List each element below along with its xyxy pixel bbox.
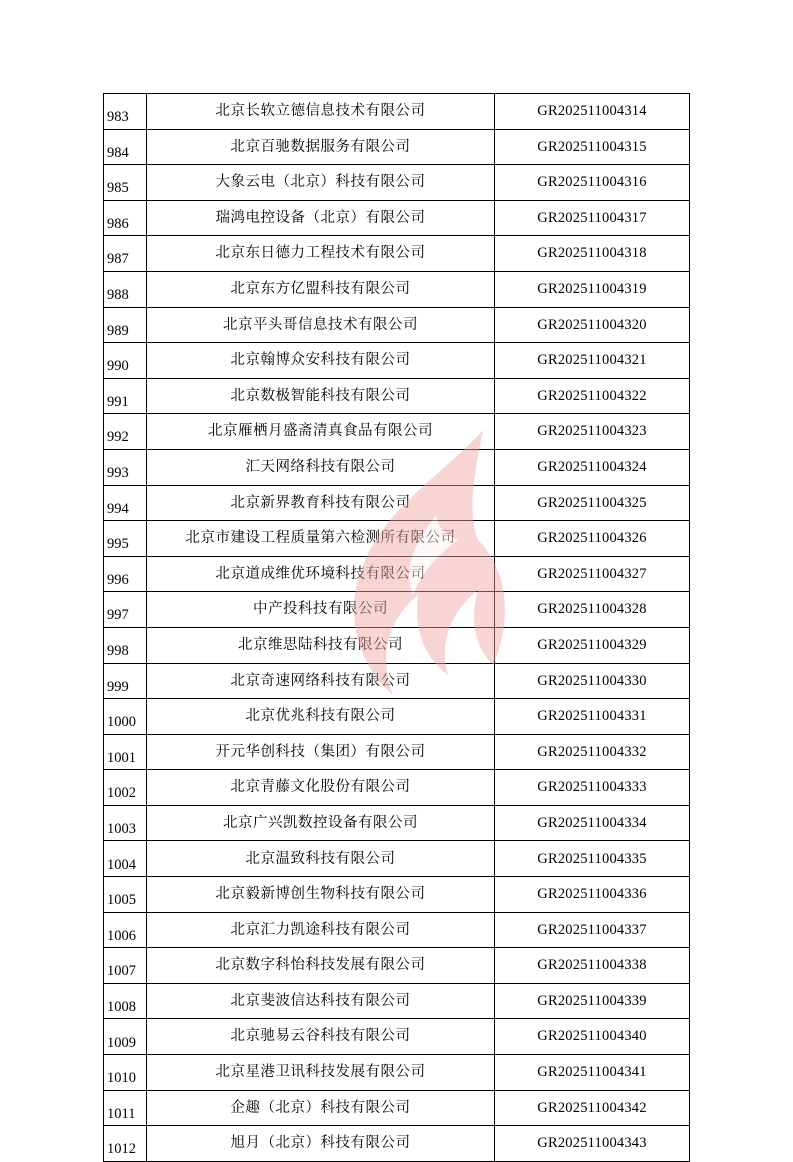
company-list-table xyxy=(103,93,690,1162)
row-number: 1002 xyxy=(104,770,147,806)
company-name: 北京翰博众安科技有限公司 xyxy=(147,343,495,379)
row-number: 992 xyxy=(104,414,147,450)
row-number: 985 xyxy=(104,165,147,201)
company-name: 北京优兆科技有限公司 xyxy=(147,699,495,735)
certificate-number: GR202511004321 xyxy=(495,343,690,379)
table-row xyxy=(104,271,690,307)
table-row xyxy=(104,307,690,343)
table-row xyxy=(104,734,690,770)
row-number: 999 xyxy=(104,663,147,699)
table-row xyxy=(104,343,690,379)
row-number: 984 xyxy=(104,129,147,165)
table-row xyxy=(104,521,690,557)
certificate-number: GR202511004331 xyxy=(495,699,690,735)
certificate-number: GR202511004335 xyxy=(495,841,690,877)
table-row xyxy=(104,449,690,485)
table-row xyxy=(104,1126,690,1162)
row-number: 988 xyxy=(104,271,147,307)
company-name: 北京广兴凯数控设备有限公司 xyxy=(147,805,495,841)
row-number: 1008 xyxy=(104,983,147,1019)
certificate-number: GR202511004325 xyxy=(495,485,690,521)
row-number: 986 xyxy=(104,200,147,236)
table-body xyxy=(104,94,690,1162)
table-row xyxy=(104,94,690,130)
company-name: 北京毅新博创生物科技有限公司 xyxy=(147,877,495,913)
row-number: 994 xyxy=(104,485,147,521)
company-name: 北京市建设工程质量第六检测所有限公司 xyxy=(147,521,495,557)
row-number: 997 xyxy=(104,592,147,628)
table-row xyxy=(104,877,690,913)
company-name: 大象云电（北京）科技有限公司 xyxy=(147,165,495,201)
table-row xyxy=(104,841,690,877)
company-name: 企趣（北京）科技有限公司 xyxy=(147,1090,495,1126)
company-name: 北京数字科怡科技发展有限公司 xyxy=(147,948,495,984)
table-row xyxy=(104,805,690,841)
row-number: 1001 xyxy=(104,734,147,770)
row-number: 1006 xyxy=(104,912,147,948)
certificate-number: GR202511004327 xyxy=(495,556,690,592)
table-row xyxy=(104,663,690,699)
company-name: 北京平头哥信息技术有限公司 xyxy=(147,307,495,343)
table-row xyxy=(104,592,690,628)
certificate-number: GR202511004342 xyxy=(495,1090,690,1126)
table-row xyxy=(104,1090,690,1126)
row-number: 1000 xyxy=(104,699,147,735)
certificate-number: GR202511004336 xyxy=(495,877,690,913)
table-row xyxy=(104,983,690,1019)
certificate-number: GR202511004319 xyxy=(495,271,690,307)
certificate-number: GR202511004343 xyxy=(495,1126,690,1162)
company-name: 北京温致科技有限公司 xyxy=(147,841,495,877)
certificate-number: GR202511004334 xyxy=(495,805,690,841)
table-row xyxy=(104,414,690,450)
company-name: 北京数极智能科技有限公司 xyxy=(147,378,495,414)
company-name: 北京东方亿盟科技有限公司 xyxy=(147,271,495,307)
row-number: 996 xyxy=(104,556,147,592)
certificate-number: GR202511004337 xyxy=(495,912,690,948)
row-number: 1010 xyxy=(104,1055,147,1091)
company-name: 北京奇速网络科技有限公司 xyxy=(147,663,495,699)
row-number: 1012 xyxy=(104,1126,147,1162)
table-row xyxy=(104,378,690,414)
table-row xyxy=(104,556,690,592)
table-row xyxy=(104,200,690,236)
certificate-number: GR202511004339 xyxy=(495,983,690,1019)
company-name: 北京东日德力工程技术有限公司 xyxy=(147,236,495,272)
certificate-number: GR202511004330 xyxy=(495,663,690,699)
certificate-number: GR202511004341 xyxy=(495,1055,690,1091)
table-row xyxy=(104,627,690,663)
company-name: 北京道成维优环境科技有限公司 xyxy=(147,556,495,592)
company-name: 北京百驰数据服务有限公司 xyxy=(147,129,495,165)
table-row xyxy=(104,236,690,272)
table-row xyxy=(104,699,690,735)
row-number: 983 xyxy=(104,94,147,130)
company-name: 北京星港卫讯科技发展有限公司 xyxy=(147,1055,495,1091)
certificate-number: GR202511004324 xyxy=(495,449,690,485)
row-number: 991 xyxy=(104,378,147,414)
row-number: 1004 xyxy=(104,841,147,877)
certificate-number: GR202511004320 xyxy=(495,307,690,343)
row-number: 990 xyxy=(104,343,147,379)
certificate-number: GR202511004328 xyxy=(495,592,690,628)
table-row xyxy=(104,165,690,201)
company-name: 北京驰易云谷科技有限公司 xyxy=(147,1019,495,1055)
certificate-number: GR202511004340 xyxy=(495,1019,690,1055)
company-name: 北京斐波信达科技有限公司 xyxy=(147,983,495,1019)
table-row xyxy=(104,1055,690,1091)
table-row xyxy=(104,129,690,165)
company-name: 中产投科技有限公司 xyxy=(147,592,495,628)
row-number: 1011 xyxy=(104,1090,147,1126)
certificate-number: GR202511004326 xyxy=(495,521,690,557)
company-name: 北京汇力凯途科技有限公司 xyxy=(147,912,495,948)
certificate-number: GR202511004315 xyxy=(495,129,690,165)
company-name: 北京长软立德信息技术有限公司 xyxy=(147,94,495,130)
row-number: 1009 xyxy=(104,1019,147,1055)
certificate-number: GR202511004318 xyxy=(495,236,690,272)
certificate-number: GR202511004332 xyxy=(495,734,690,770)
certificate-number: GR202511004323 xyxy=(495,414,690,450)
row-number: 1007 xyxy=(104,948,147,984)
row-number: 1003 xyxy=(104,805,147,841)
company-name: 北京维思陆科技有限公司 xyxy=(147,627,495,663)
certificate-number: GR202511004333 xyxy=(495,770,690,806)
company-name: 北京雁栖月盛斋清真食品有限公司 xyxy=(147,414,495,450)
table-row xyxy=(104,912,690,948)
company-name: 开元华创科技（集团）有限公司 xyxy=(147,734,495,770)
certificate-number: GR202511004338 xyxy=(495,948,690,984)
certificate-number: GR202511004314 xyxy=(495,94,690,130)
row-number: 987 xyxy=(104,236,147,272)
certificate-number: GR202511004322 xyxy=(495,378,690,414)
row-number: 1005 xyxy=(104,877,147,913)
row-number: 989 xyxy=(104,307,147,343)
table-row xyxy=(104,485,690,521)
company-name: 旭月（北京）科技有限公司 xyxy=(147,1126,495,1162)
company-name: 瑞鸿电控设备（北京）有限公司 xyxy=(147,200,495,236)
row-number: 998 xyxy=(104,627,147,663)
certificate-number: GR202511004316 xyxy=(495,165,690,201)
row-number: 993 xyxy=(104,449,147,485)
table-row xyxy=(104,770,690,806)
certificate-number: GR202511004317 xyxy=(495,200,690,236)
company-name: 北京青藤文化股份有限公司 xyxy=(147,770,495,806)
certificate-number: GR202511004329 xyxy=(495,627,690,663)
row-number: 995 xyxy=(104,521,147,557)
table-row xyxy=(104,948,690,984)
company-name: 汇天网络科技有限公司 xyxy=(147,449,495,485)
company-name: 北京新界教育科技有限公司 xyxy=(147,485,495,521)
table-row xyxy=(104,1019,690,1055)
